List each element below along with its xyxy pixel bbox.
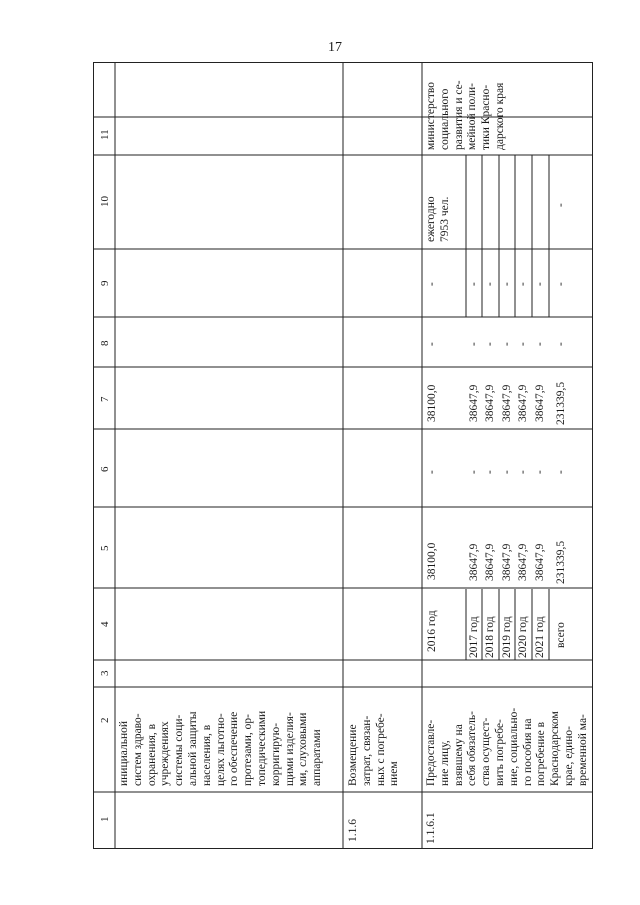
col9-total: - — [555, 282, 567, 286]
result-indicator: ежегодно 7953 чел. — [425, 196, 451, 242]
year-2017: 2017 год — [468, 616, 480, 658]
col7-2017: 38647,9 — [468, 384, 480, 422]
col9-2016: - — [426, 282, 438, 286]
col8-2017: - — [468, 342, 480, 346]
col-num-7: 7 — [99, 396, 111, 402]
col7-2019: 38647,9 — [501, 384, 513, 422]
total-2019: 38647,9 — [501, 543, 513, 581]
col7-2016: 38100,0 — [426, 384, 438, 422]
result-dash: - — [555, 203, 567, 207]
col9-2018: - — [484, 282, 496, 286]
col6-total: - — [555, 470, 567, 474]
col8-2019: - — [501, 342, 513, 346]
col-num-2: 2 — [99, 717, 111, 723]
row-1-1-6-number: 1.1.6 — [347, 819, 359, 842]
total-2020: 38647,9 — [517, 543, 529, 581]
row-1-1-6-description: Возмещение затрат, связан- ных с погребе- нием — [347, 713, 401, 786]
col9-2019: - — [501, 282, 513, 286]
total-2016: 38100,0 — [426, 542, 438, 580]
col9-2020: - — [517, 282, 529, 286]
col6-2020: - — [517, 470, 529, 474]
responsible-executor: министерство социального развития и се- мейной поли- тики Красно- дарского края — [425, 80, 506, 150]
col8-2021: - — [534, 342, 546, 346]
total-2021: 38647,9 — [534, 543, 546, 581]
year-2016: 2016 год — [426, 610, 438, 652]
row-1-1-6-1-number: 1.1.6.1 — [425, 812, 437, 844]
col9-2021: - — [534, 282, 546, 286]
col6-2018: - — [484, 470, 496, 474]
page-number: 17 — [328, 40, 342, 55]
col6-2017: - — [468, 470, 480, 474]
col6-2021: - — [534, 470, 546, 474]
col-num-10: 10 — [99, 196, 111, 207]
col8-2016: - — [426, 342, 438, 346]
row-1-1-6-1-description: Предоставле- ние лицу, взявшему на себя обязатель- ства осущест- вить погребе- ние, социально- го пособия на погребение в Краснодарском крае, едино- временной ма- — [425, 707, 589, 786]
col-num-9: 9 — [99, 280, 111, 286]
col7-2018: 38647,9 — [484, 384, 496, 422]
col8-2020: - — [517, 342, 529, 346]
col6-2019: - — [501, 470, 513, 474]
col-num-5: 5 — [99, 545, 111, 551]
col-num-3: 3 — [99, 670, 111, 676]
col7-2020: 38647,9 — [517, 384, 529, 422]
total-2018: 38647,9 — [484, 543, 496, 581]
col-num-8: 8 — [99, 340, 111, 346]
total-label: всего — [555, 622, 567, 648]
col-num-11: 11 — [99, 129, 111, 140]
col8-2018: - — [484, 342, 496, 346]
col-num-1: 1 — [99, 816, 111, 822]
grand-total: 231339,5 — [555, 540, 567, 584]
year-2020: 2020 год — [517, 616, 529, 658]
year-2018: 2018 год — [484, 616, 496, 658]
col8-total: - — [555, 342, 567, 346]
col9-2017: - — [468, 282, 480, 286]
year-2019: 2019 год — [501, 616, 513, 658]
col-num-6: 6 — [99, 466, 111, 472]
total-2017: 38647,9 — [468, 543, 480, 581]
rotated-table — [93, 62, 593, 849]
col7-2021: 38647,9 — [534, 384, 546, 422]
row-prev-description: инициальной систем здраво- охранения, в учреждениях системы соци- альной защиты населения, в целях льготно- го обеспечение протезами, ор- топедическими корригирую- щими изделия- ми, слуховыми аппаратами — [118, 710, 324, 786]
col6-2016: - — [426, 470, 438, 474]
col-num-4: 4 — [99, 621, 111, 627]
col7-total: 231339,5 — [555, 381, 567, 425]
year-2021: 2021 год — [534, 616, 546, 658]
